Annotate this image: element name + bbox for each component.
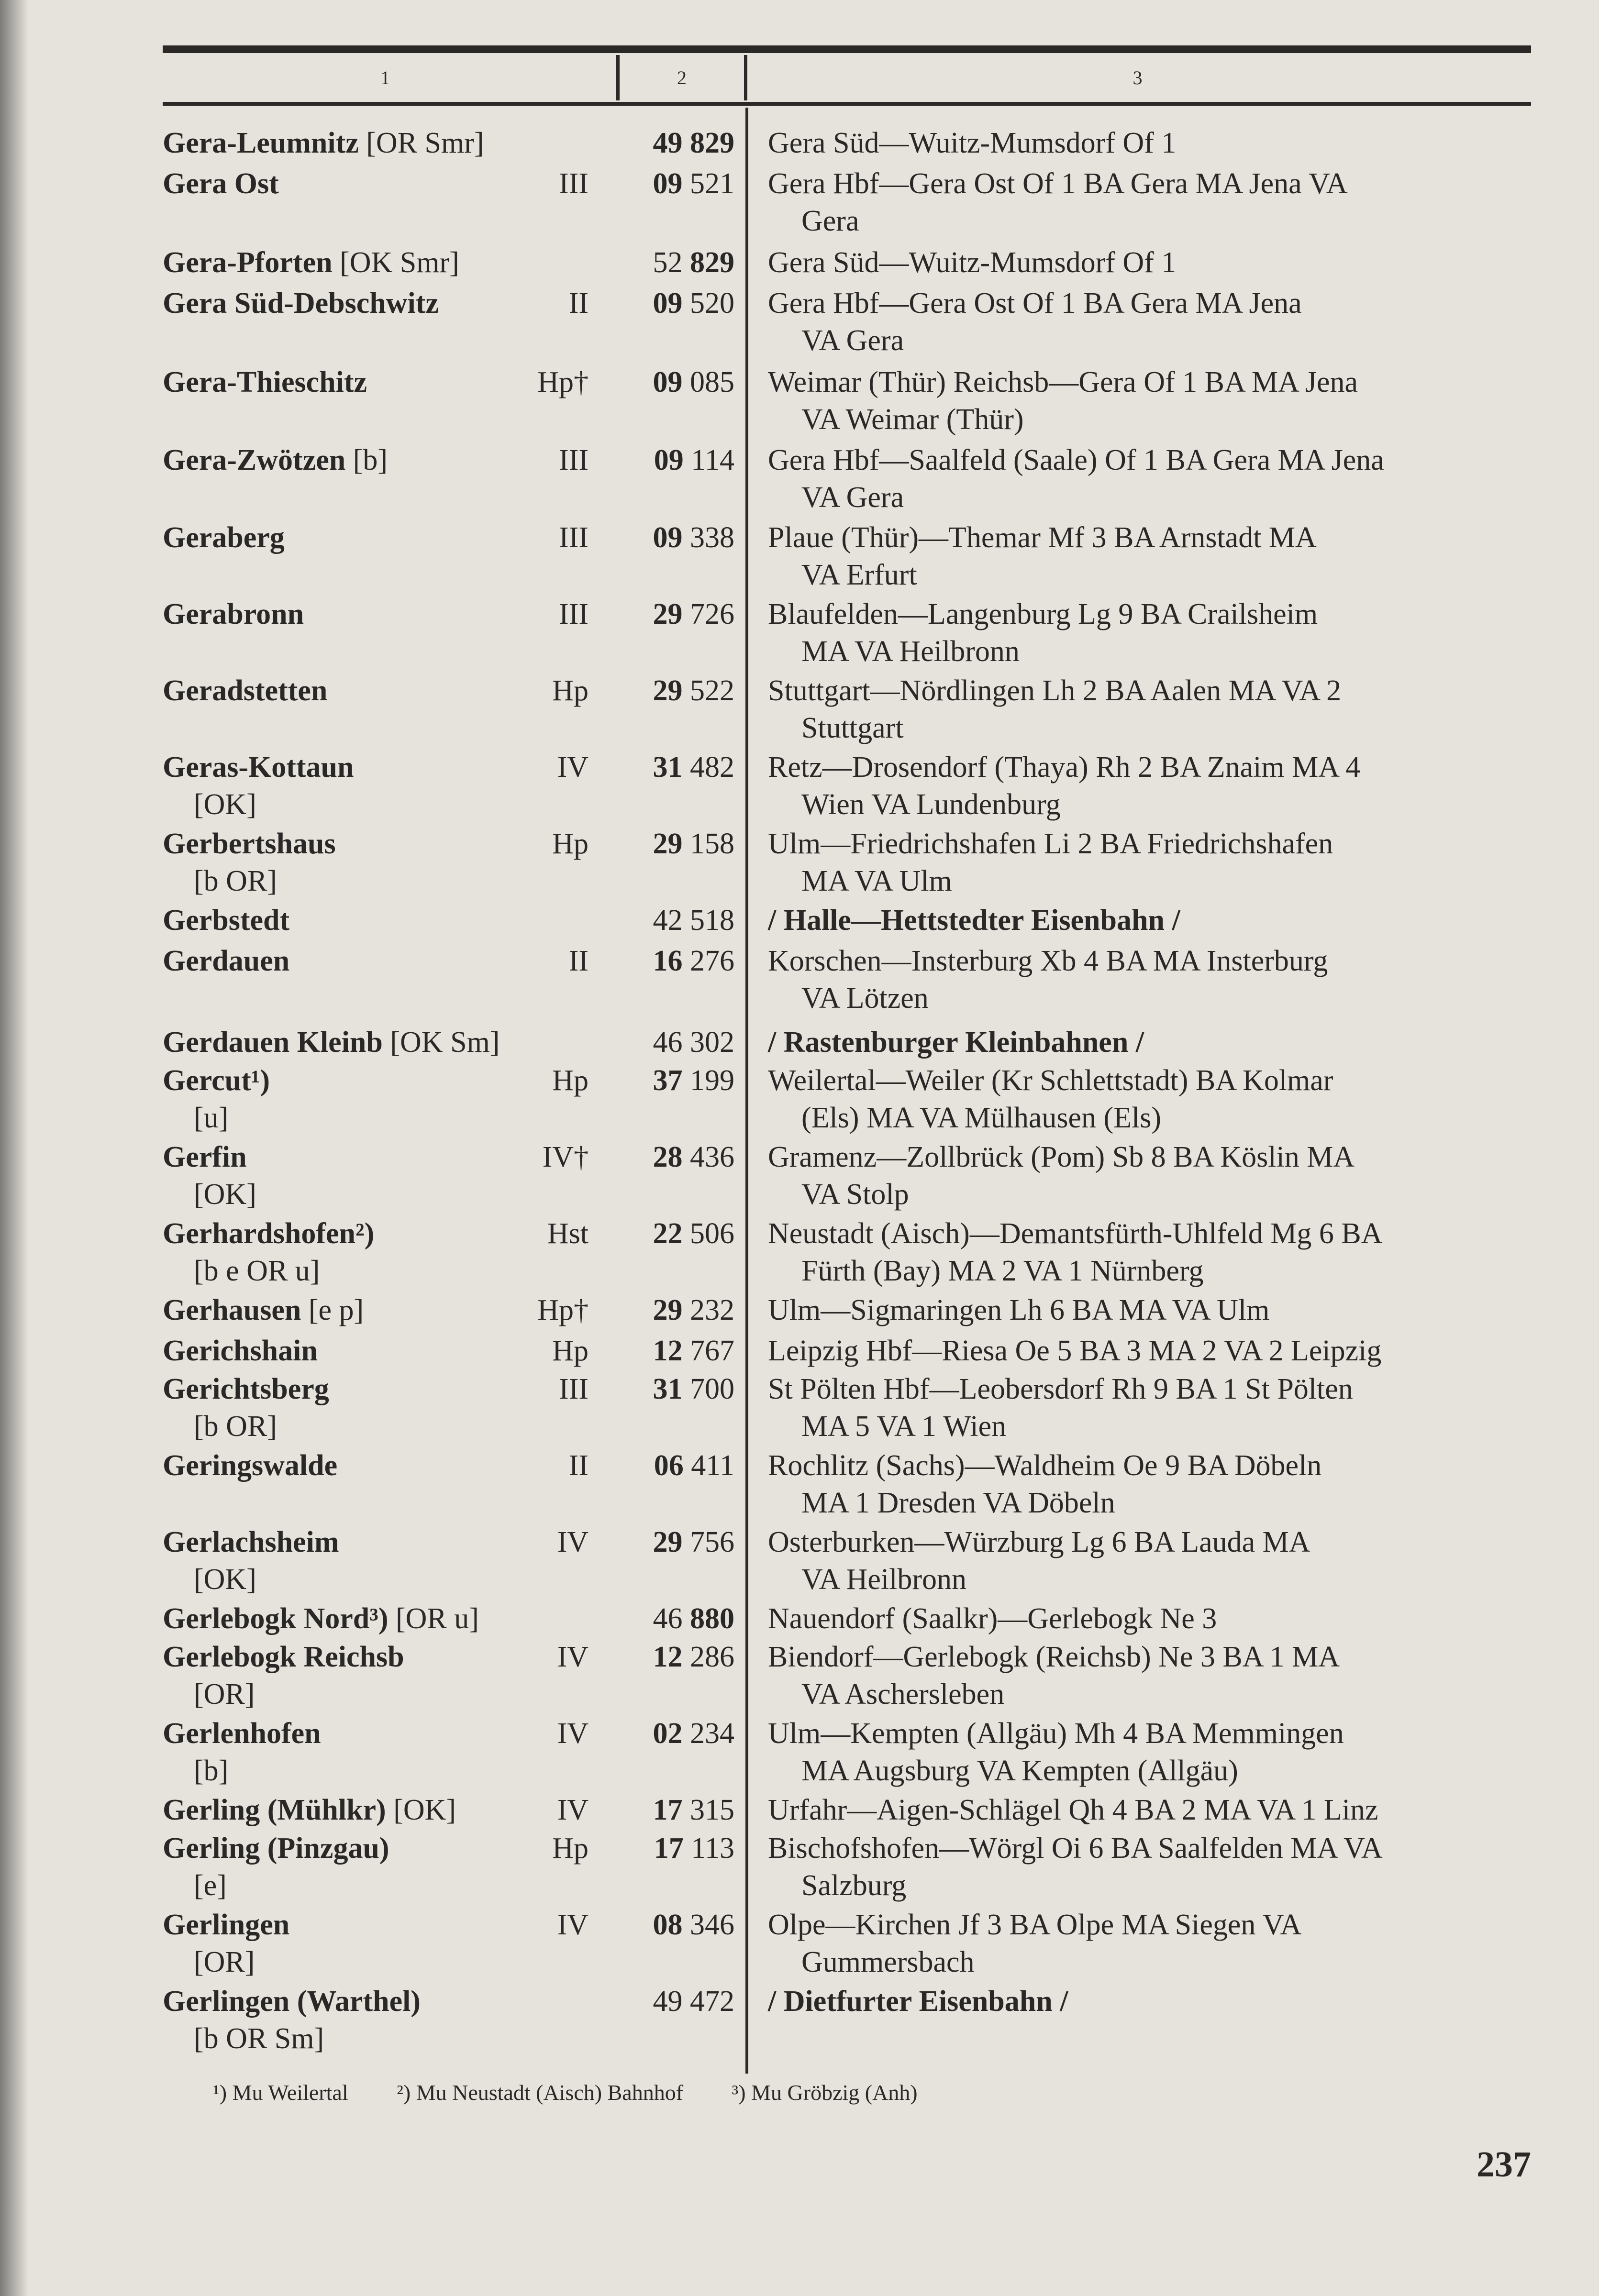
station-class: Hp bbox=[552, 674, 589, 707]
route-text: Neustadt (Aisch)—Demantsfürth-Uhlfeld Mg 6 BA bbox=[768, 1217, 1383, 1250]
station-note: [OK] bbox=[194, 788, 256, 821]
station-name: Gerhausen bbox=[163, 1294, 301, 1326]
route-continuation: MA 1 Dresden VA Döbeln bbox=[801, 1487, 1115, 1519]
route-text: Rochlitz (Sachs)—Waldheim Oe 9 BA Döbeln bbox=[768, 1449, 1322, 1482]
route-continuation: Gera bbox=[801, 205, 859, 237]
station-number: 085 bbox=[690, 366, 734, 398]
station-number-prefix: 09 bbox=[653, 287, 683, 320]
station-class: IV bbox=[557, 751, 589, 784]
station-class: Hst bbox=[547, 1217, 589, 1250]
station-number-prefix: 12 bbox=[653, 1641, 683, 1673]
route-continuation: MA VA Ulm bbox=[801, 865, 952, 897]
station-name: Gerdauen Kleinb bbox=[163, 1026, 383, 1059]
route-text: Retz—Drosendorf (Thaya) Rh 2 BA Znaim MA 4 bbox=[768, 751, 1361, 784]
station-name: Gera Ost bbox=[163, 167, 279, 200]
station-name: Gera-Leumnitz bbox=[163, 127, 359, 159]
station-number-prefix: 52 bbox=[653, 246, 683, 279]
station-number: 158 bbox=[690, 828, 734, 860]
station-name: Gerling (Pinzgau) bbox=[163, 1832, 389, 1865]
station-number: 286 bbox=[690, 1641, 734, 1673]
station-number-prefix: 29 bbox=[653, 598, 683, 630]
station-number-prefix: 09 bbox=[654, 444, 684, 476]
route-text: Stuttgart—Nördlingen Lh 2 BA Aalen MA VA 2 bbox=[768, 674, 1342, 707]
station-note: [b] bbox=[194, 1755, 229, 1787]
station-number-prefix: 29 bbox=[653, 674, 683, 707]
station-class: II bbox=[568, 945, 589, 977]
station-suffix: [OR Smr] bbox=[366, 127, 484, 159]
station-number-prefix: 17 bbox=[653, 1794, 683, 1826]
station-number-prefix: 29 bbox=[653, 1526, 683, 1558]
footnote-3: ³) Mu Gröbzig (Anh) bbox=[732, 2080, 918, 2105]
route-continuation: VA Stolp bbox=[801, 1178, 909, 1211]
route-continuation: VA Gera bbox=[801, 324, 904, 357]
route-text: Gera Süd—Wuitz-Mumsdorf Of 1 bbox=[768, 246, 1177, 279]
station-number: 518 bbox=[690, 904, 734, 937]
footnote-1: ¹) Mu Weilertal bbox=[213, 2080, 348, 2105]
route-text: Biendorf—Gerlebogk (Reichsb) Ne 3 BA 1 MA bbox=[768, 1641, 1340, 1673]
station-number: 114 bbox=[691, 444, 734, 476]
route-text: / Rastenburger Kleinbahnen / bbox=[768, 1026, 1144, 1059]
station-number: 234 bbox=[690, 1717, 734, 1750]
station-class: IV bbox=[557, 1909, 589, 1941]
station-name: Gera-Zwötzen bbox=[163, 444, 346, 476]
station-name: Gera-Pforten bbox=[163, 246, 333, 279]
route-continuation: Salzburg bbox=[801, 1869, 907, 1902]
station-note: [u] bbox=[194, 1102, 229, 1134]
station-number-prefix: 09 bbox=[653, 167, 683, 200]
route-continuation: Wien VA Lundenburg bbox=[801, 788, 1061, 821]
route-continuation: (Els) MA VA Mülhausen (Els) bbox=[801, 1102, 1162, 1134]
route-text: Bischofshofen—Wörgl Oi 6 BA Saalfelden MA VA bbox=[768, 1832, 1383, 1865]
station-number: 520 bbox=[690, 287, 734, 320]
station-note: [b OR] bbox=[194, 865, 277, 897]
station-note: [b OR] bbox=[194, 1410, 277, 1443]
station-note: [OK] bbox=[194, 1563, 256, 1596]
route-continuation: VA Weimar (Thür) bbox=[801, 403, 1024, 436]
footnote-2: ²) Mu Neustadt (Aisch) Bahnhof bbox=[397, 2080, 684, 2105]
route-text: Ulm—Friedrichshafen Li 2 BA Friedrichshafen bbox=[768, 828, 1333, 860]
station-number: 880 bbox=[690, 1602, 734, 1635]
route-text: Blaufelden—Langenburg Lg 9 BA Crailsheim bbox=[768, 598, 1318, 630]
station-suffix: [OR u] bbox=[395, 1602, 479, 1635]
footnotes bbox=[213, 2078, 961, 2107]
station-name: Gerlebogk Nord³) bbox=[163, 1602, 389, 1635]
station-note: [OK] bbox=[194, 1178, 256, 1211]
route-continuation: Fürth (Bay) MA 2 VA 1 Nürnberg bbox=[801, 1255, 1204, 1287]
station-name: Gerfin bbox=[163, 1141, 247, 1173]
station-note: [b e OR u] bbox=[194, 1255, 320, 1287]
route-continuation: MA 5 VA 1 Wien bbox=[801, 1410, 1007, 1443]
route-text: Osterburken—Würzburg Lg 6 BA Lauda MA bbox=[768, 1526, 1310, 1558]
station-number: 472 bbox=[690, 1985, 734, 2018]
station-suffix: [e p] bbox=[308, 1294, 364, 1326]
station-name: Gerlingen (Warthel) bbox=[163, 1985, 421, 2018]
station-number-prefix: 29 bbox=[653, 828, 683, 860]
station-number: 506 bbox=[690, 1217, 734, 1250]
station-name: Gerhardshofen²) bbox=[163, 1217, 375, 1250]
station-class: III bbox=[559, 1373, 589, 1405]
station-note: [b OR Sm] bbox=[194, 2022, 324, 2055]
station-class: Hp bbox=[552, 1064, 589, 1097]
station-number-prefix: 09 bbox=[653, 521, 683, 554]
station-class: III bbox=[559, 521, 589, 554]
station-number: 113 bbox=[691, 1832, 734, 1865]
station-name: Gerlebogk Reichsb bbox=[163, 1641, 404, 1673]
station-name: Geringswalde bbox=[163, 1449, 338, 1482]
station-number: 302 bbox=[690, 1026, 734, 1059]
station-number-prefix: 06 bbox=[654, 1449, 684, 1482]
station-class: IV bbox=[557, 1794, 589, 1826]
station-number: 522 bbox=[690, 674, 734, 707]
column-header-3: 3 bbox=[1133, 67, 1143, 88]
station-name: Gerlenhofen bbox=[163, 1717, 321, 1750]
station-number-prefix: 28 bbox=[653, 1141, 683, 1173]
station-class: IV bbox=[557, 1526, 589, 1558]
station-name: Gerbertshaus bbox=[163, 828, 336, 860]
station-number-prefix: 09 bbox=[653, 366, 683, 398]
station-number-prefix: 29 bbox=[653, 1294, 683, 1326]
header-divider-2 bbox=[744, 55, 747, 100]
station-number-prefix: 49 bbox=[653, 127, 683, 159]
station-number: 521 bbox=[690, 167, 734, 200]
station-number-prefix: 49 bbox=[653, 1985, 683, 2018]
station-number-prefix: 17 bbox=[654, 1832, 684, 1865]
station-number: 338 bbox=[690, 521, 734, 554]
route-continuation: VA Heilbronn bbox=[801, 1563, 967, 1596]
route-continuation: VA Lötzen bbox=[801, 982, 929, 1015]
station-class: Hp† bbox=[537, 1294, 589, 1326]
station-name: Gerichshain bbox=[163, 1335, 318, 1367]
station-class: II bbox=[568, 1449, 589, 1482]
station-name: Gercut¹) bbox=[163, 1064, 270, 1097]
route-text: St Pölten Hbf—Leobersdorf Rh 9 BA 1 St Pölten bbox=[768, 1373, 1353, 1405]
station-name: Gera Süd-Debschwitz bbox=[163, 287, 439, 320]
page-sheet bbox=[163, 45, 1531, 2246]
station-number: 482 bbox=[690, 751, 734, 784]
route-continuation: VA Aschersleben bbox=[801, 1678, 1005, 1711]
route-text: / Dietfurter Eisenbahn / bbox=[768, 1985, 1068, 2018]
column-header-1: 1 bbox=[380, 67, 390, 88]
station-number: 199 bbox=[690, 1064, 734, 1097]
station-number-prefix: 12 bbox=[653, 1335, 683, 1367]
station-number: 756 bbox=[690, 1526, 734, 1558]
station-note: [e] bbox=[194, 1869, 227, 1902]
station-number-prefix: 31 bbox=[653, 1373, 683, 1405]
station-name: Gera-Thieschitz bbox=[163, 366, 367, 398]
route-text: Gera Süd—Wuitz-Mumsdorf Of 1 bbox=[768, 127, 1177, 159]
route-continuation: VA Erfurt bbox=[801, 559, 917, 591]
station-suffix: [OK Smr] bbox=[340, 246, 459, 279]
station-number: 436 bbox=[690, 1141, 734, 1173]
route-text: Korschen—Insterburg Xb 4 BA MA Insterburg bbox=[768, 945, 1328, 977]
station-class: III bbox=[559, 444, 589, 476]
route-continuation: MA VA Heilbronn bbox=[801, 635, 1020, 668]
station-class: II bbox=[568, 287, 589, 320]
station-name: Gerdauen bbox=[163, 945, 290, 977]
station-class: III bbox=[559, 167, 589, 200]
route-text: Plaue (Thür)—Themar Mf 3 BA Arnstadt MA bbox=[768, 521, 1317, 554]
station-number: 700 bbox=[690, 1373, 734, 1405]
station-number: 411 bbox=[691, 1449, 734, 1482]
station-class: Hp bbox=[552, 828, 589, 860]
route-text: / Halle—Hettstedter Eisenbahn / bbox=[768, 904, 1180, 937]
table-header-rule bbox=[163, 102, 1531, 106]
station-name: Gerling (Mühlkr) bbox=[163, 1794, 386, 1826]
station-name: Geraberg bbox=[163, 521, 285, 554]
station-number: 767 bbox=[690, 1335, 734, 1367]
route-text: Nauendorf (Saalkr)—Gerlebogk Ne 3 bbox=[768, 1602, 1217, 1635]
route-text: Leipzig Hbf—Riesa Oe 5 BA 3 MA 2 VA 2 Leipzig bbox=[768, 1335, 1382, 1367]
route-continuation: VA Gera bbox=[801, 481, 904, 514]
route-text: Weimar (Thür) Reichsb—Gera Of 1 BA MA Jena bbox=[768, 366, 1358, 398]
station-number: 346 bbox=[690, 1909, 734, 1941]
column-divider bbox=[745, 108, 748, 2074]
station-number-prefix: 37 bbox=[653, 1064, 683, 1097]
station-note: [OR] bbox=[194, 1678, 255, 1711]
station-suffix: [OK] bbox=[393, 1794, 456, 1826]
station-name: Gerbstedt bbox=[163, 904, 290, 937]
table-top-rule bbox=[163, 45, 1531, 53]
route-continuation: Stuttgart bbox=[801, 712, 904, 744]
station-class: IV bbox=[557, 1717, 589, 1750]
station-class: Hp bbox=[552, 1335, 589, 1367]
station-number: 232 bbox=[690, 1294, 734, 1326]
route-text: Olpe—Kirchen Jf 3 BA Olpe MA Siegen VA bbox=[768, 1909, 1302, 1941]
station-class: Hp† bbox=[537, 366, 589, 398]
station-number: 726 bbox=[690, 598, 734, 630]
route-text: Gera Hbf—Gera Ost Of 1 BA Gera MA Jena bbox=[768, 287, 1302, 320]
column-header-2: 2 bbox=[677, 67, 687, 88]
route-text: Ulm—Kempten (Allgäu) Mh 4 BA Memmingen bbox=[768, 1717, 1344, 1750]
station-class: III bbox=[559, 598, 589, 630]
route-text: Urfahr—Aigen-Schlägel Qh 4 BA 2 MA VA 1 Linz bbox=[768, 1794, 1378, 1826]
station-number: 829 bbox=[690, 127, 734, 159]
route-text: Ulm—Sigmaringen Lh 6 BA MA VA Ulm bbox=[768, 1294, 1270, 1326]
station-number-prefix: 02 bbox=[653, 1717, 683, 1750]
station-suffix: [b] bbox=[353, 444, 388, 476]
station-number-prefix: 42 bbox=[653, 904, 683, 937]
station-number-prefix: 22 bbox=[653, 1217, 683, 1250]
station-name: Gerichtsberg bbox=[163, 1373, 329, 1405]
route-continuation: Gummersbach bbox=[801, 1946, 975, 1978]
station-name: Gerlingen bbox=[163, 1909, 290, 1941]
station-class: IV† bbox=[542, 1141, 589, 1173]
station-number-prefix: 08 bbox=[653, 1909, 683, 1941]
station-number-prefix: 31 bbox=[653, 751, 683, 784]
page-edge-shadow bbox=[0, 0, 29, 2296]
header-divider-1 bbox=[616, 55, 620, 100]
station-number: 829 bbox=[690, 246, 734, 279]
station-number-prefix: 46 bbox=[653, 1026, 683, 1059]
route-text: Gera Hbf—Saalfeld (Saale) Of 1 BA Gera MA Jena bbox=[768, 444, 1384, 476]
route-continuation: MA Augsburg VA Kempten (Allgäu) bbox=[801, 1755, 1238, 1787]
station-number-prefix: 16 bbox=[653, 945, 683, 977]
page-number: 237 bbox=[1477, 2144, 1531, 2185]
route-text: Weilertal—Weiler (Kr Schlettstadt) BA Kolmar bbox=[768, 1064, 1333, 1097]
station-class: Hp bbox=[552, 1832, 589, 1865]
route-text: Gramenz—Zollbrück (Pom) Sb 8 BA Köslin MA bbox=[768, 1141, 1355, 1173]
station-note: [OR] bbox=[194, 1946, 255, 1978]
station-name: Gerabronn bbox=[163, 598, 304, 630]
route-text: Gera Hbf—Gera Ost Of 1 BA Gera MA Jena VA bbox=[768, 167, 1348, 200]
station-name: Geradstetten bbox=[163, 674, 328, 707]
station-suffix: [OK Sm] bbox=[390, 1026, 500, 1059]
station-number: 276 bbox=[690, 945, 734, 977]
station-number: 315 bbox=[690, 1794, 734, 1826]
station-class: IV bbox=[557, 1641, 589, 1673]
station-name: Geras-Kottaun bbox=[163, 751, 354, 784]
station-number-prefix: 46 bbox=[653, 1602, 683, 1635]
station-name: Gerlachsheim bbox=[163, 1526, 339, 1558]
